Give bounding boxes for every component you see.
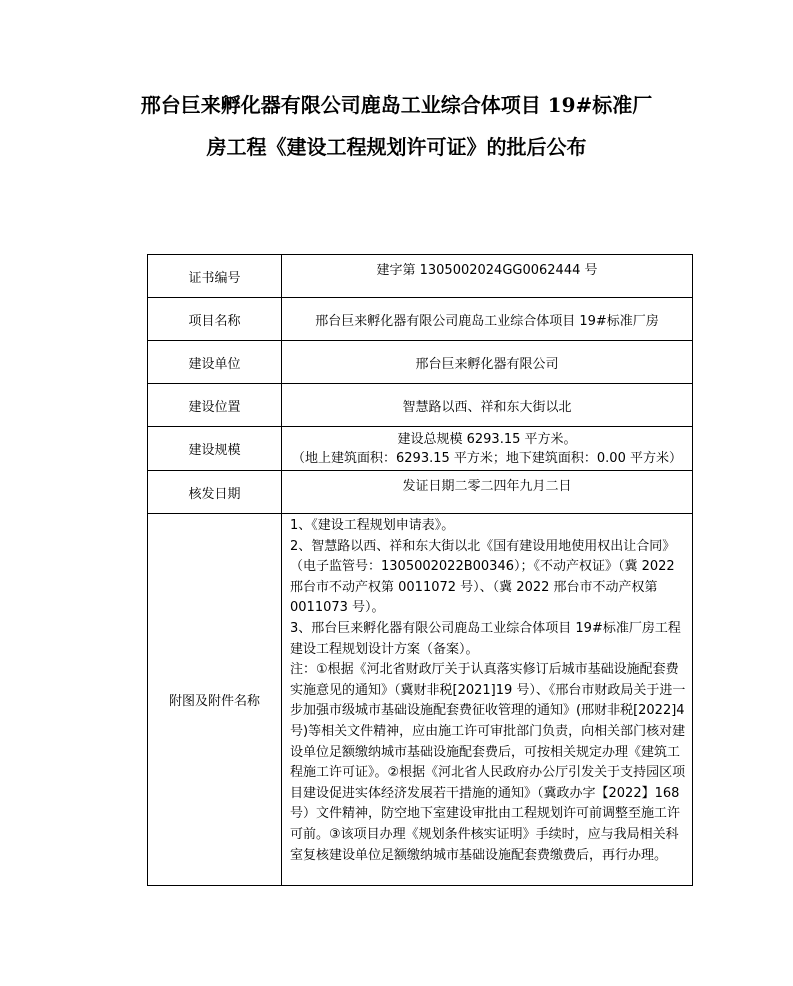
table-row: [148, 341, 693, 384]
table-row: [148, 514, 693, 886]
permit-table: [147, 254, 693, 886]
title-line-2: 房工程《建设工程规划许可证》的批后公布: [206, 135, 587, 159]
value-scale-line-1: 建设总规模 6293.15 平方米。: [397, 431, 577, 447]
attachment-note: 注：①根据《河北省财政厅关于认真落实修订后城市基础设施配套费实施意见的通知》（冀财非税[2021]19 号）、《邢台市财政局关于进一步加强市级城市基础设施配套费征收管理的通知》(邢财非税[2022]4 号)等相关文件精神，应由施工许可审批部门负责，向相关部门核对建设单位足额缴纳城市基础设施配套费后，可按相关规定办理《建筑工程施工许可证》。②根据《河北省人民政府办公厅引发关于支持园区项目建设促进实体经济发展若干措施的通知》（冀政办字【2022】168 号）文件精神，防空地下室建设审批由工程规划许可前调整至施工许可前。③该项目办理《规划条件核实证明》手续时，应与我局相关科室复核建设单位足额缴纳城市基础设施配套费缴费后，再行办理。: [290, 662, 686, 863]
label-cert-number: 证书编号: [148, 255, 282, 298]
table-row: [148, 384, 693, 427]
value-project-name: 邢台巨来孵化器有限公司鹿岛工业综合体项目 19#标准厂房: [282, 298, 693, 341]
label-location: 建设位置: [148, 384, 282, 427]
title-line-1: 邢台巨来孵化器有限公司鹿岛工业综合体项目 19#标准厂: [140, 93, 653, 117]
value-scale-line-2: （地上建筑面积：6293.15 平方米；地下建筑面积：0.00 平方米）: [292, 450, 682, 466]
attachments-list: [282, 514, 693, 886]
attachment-item-3: 3、邢台巨来孵化器有限公司鹿岛工业综合体项目 19#标准厂房工程建设工程规划设计方案（备案）。: [290, 620, 681, 657]
attachment-item-2: 2、智慧路以西、祥和东大街以北《国有建设用地使用权出让合同》（电子监管号：1305002022B00346）；《不动产权证》（冀 2022 邢台市不动产权第 0011072 号）、（冀 2022 邢台市不动产权第 0011073 号）。: [290, 538, 676, 616]
value-cert-number: 建字第 1305002024GG0062444 号: [282, 255, 693, 298]
label-attachments: 附图及附件名称: [148, 514, 282, 886]
label-builder: 建设单位: [148, 341, 282, 384]
label-scale: 建设规模: [148, 427, 282, 471]
attachment-item-1: 1、《建设工程规划申请表》。: [290, 518, 455, 533]
table-row: [148, 471, 693, 514]
value-location: 智慧路以西、祥和东大街以北: [282, 384, 693, 427]
value-issue-date: 发证日期二零二四年九月二日: [282, 471, 693, 514]
table-row: [148, 427, 693, 471]
label-project-name: 项目名称: [148, 298, 282, 341]
table-row: [148, 255, 693, 298]
label-issue-date: 核发日期: [148, 471, 282, 514]
value-builder: 邢台巨来孵化器有限公司: [282, 341, 693, 384]
value-scale: [282, 427, 693, 471]
table-row: [148, 298, 693, 341]
page-title: [60, 84, 733, 168]
